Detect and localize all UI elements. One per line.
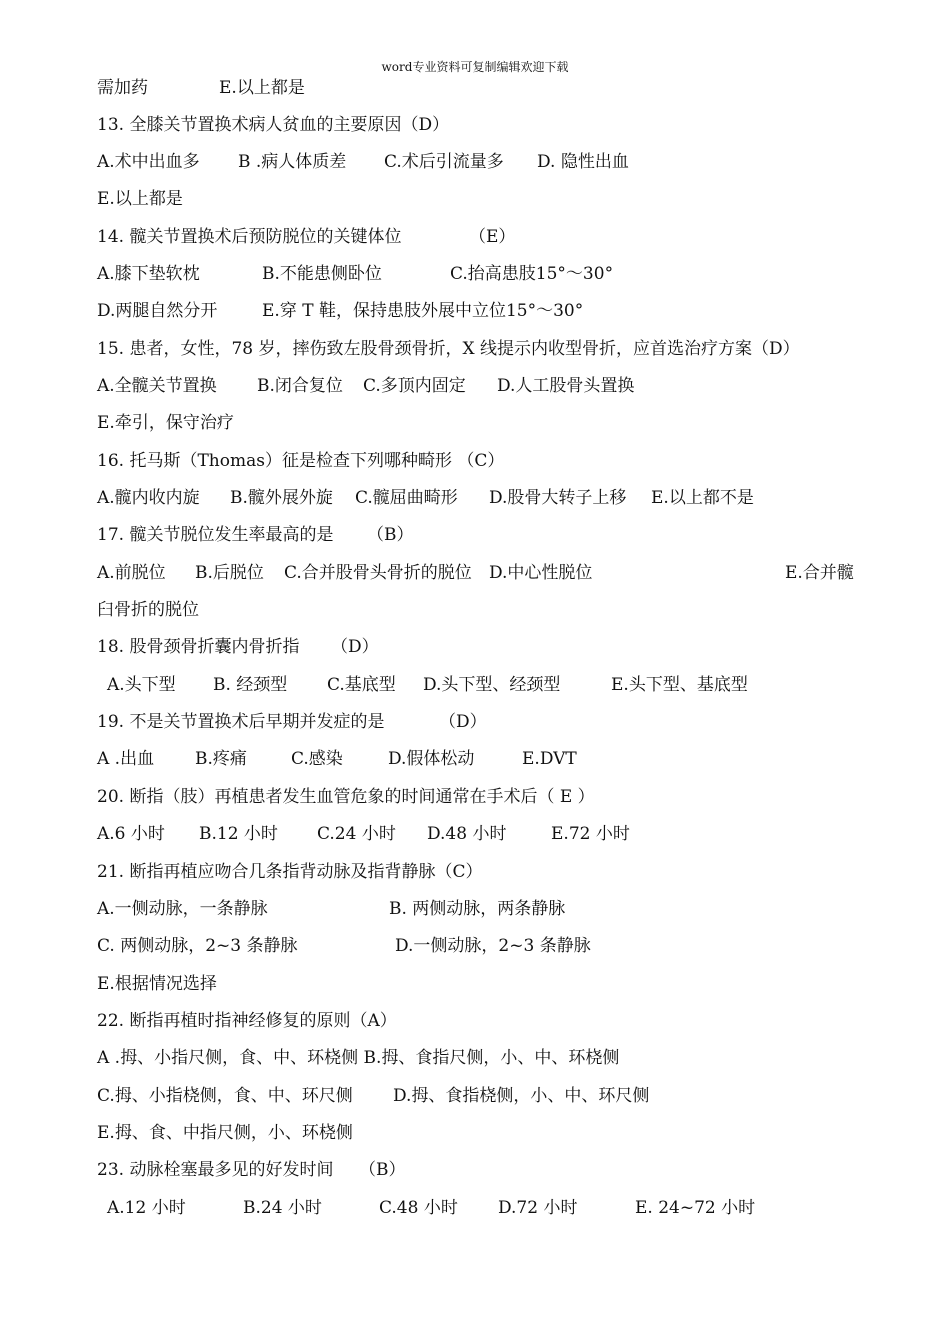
option-text: E.合并髋 (785, 563, 854, 583)
answer-text: （B） (359, 1160, 406, 1180)
option-text: D.股骨大转子上移 (489, 488, 627, 508)
option-text: C.24 小时 (317, 824, 396, 844)
option-text: A.一侧动脉，一条静脉 (97, 899, 268, 919)
option-text: A.髋内收内旋 (97, 488, 200, 508)
option-text: D.人工股骨头置换 (497, 376, 635, 396)
option-text: B.髋外展外旋 (230, 488, 333, 508)
option-text: C.抬高患肢15°～30° (450, 264, 614, 284)
option-text: D.48 小时 (427, 824, 507, 844)
option-text: D.拇、食指桡侧，小、中、环尺侧 (393, 1086, 650, 1106)
option-text: C.多顶内固定 (363, 376, 466, 396)
option-text: A.膝下垫软枕 (97, 264, 200, 284)
option-text: B. 经颈型 (213, 675, 288, 695)
option-text: D. 隐性出血 (537, 152, 629, 172)
answer-text: （D） (331, 637, 379, 657)
question-text: 22. 断指再植时指神经修复的原则（A） (97, 1011, 397, 1031)
question-text: 15. 患者，女性，78 岁，摔伤致左股骨颈骨折，X 线提示内收型骨折，应首选治疗方案（D） (97, 339, 800, 359)
option-text: C.髋屈曲畸形 (355, 488, 458, 508)
option-text: E.牵引，保守治疗 (97, 413, 234, 433)
option-text: A.前脱位 (97, 563, 166, 583)
option-text: B .病人体质差 (238, 152, 347, 172)
text-segment: 需加药 (97, 78, 148, 98)
question-text: 13. 全膝关节置换术病人贫血的主要原因（D） (97, 115, 450, 135)
option-text: C.48 小时 (379, 1198, 458, 1218)
option-text: B. 两侧动脉，两条静脉 (389, 899, 566, 919)
question-text: 23. 动脉栓塞最多见的好发时间 (97, 1160, 334, 1180)
option-text: B.24 小时 (243, 1198, 322, 1218)
question-text: 18. 股骨颈骨折囊内骨折指 (97, 637, 300, 657)
option-text: E.头下型、基底型 (611, 675, 748, 695)
option-text: D.72 小时 (498, 1198, 578, 1218)
option-text: A.6 小时 (97, 824, 165, 844)
option-text: B.12 小时 (199, 824, 278, 844)
option-text: E.以上都不是 (651, 488, 754, 508)
option-text: C.基底型 (327, 675, 396, 695)
question-text: 21. 断指再植应吻合几条指背动脉及指背静脉（C） (97, 862, 483, 882)
option-text: A.术中出血多 (97, 152, 200, 172)
option-text: A.全髋关节置换 (97, 376, 217, 396)
option-text: A.头下型 (107, 675, 176, 695)
option-text: C.术后引流量多 (384, 152, 504, 172)
option-text: E.72 小时 (551, 824, 630, 844)
option-text: C.感染 (291, 749, 343, 769)
option-text: D.一侧动脉，2~3 条静脉 (395, 936, 591, 956)
answer-text: （E） (469, 227, 516, 247)
option-text: E. 24~72 小时 (635, 1198, 756, 1218)
option-text: B.闭合复位 (257, 376, 343, 396)
question-text: 19. 不是关节置换术后早期并发症的是 (97, 712, 385, 732)
question-text: 14. 髋关节置换术后预防脱位的关键体位 (97, 227, 402, 247)
option-text: E.穿 T 鞋，保持患肢外展中立位15°～30° (262, 301, 584, 321)
option-text: 臼骨折的脱位 (97, 600, 199, 620)
option-text: B.疼痛 (195, 749, 247, 769)
option-text: C.合并股骨头骨折的脱位 (284, 563, 472, 583)
option-text: B.后脱位 (195, 563, 264, 583)
question-text: 20. 断指（肢）再植患者发生血管危象的时间通常在手术后（ E ） (97, 787, 595, 807)
answer-text: （B） (367, 525, 414, 545)
answer-text: （D） (439, 712, 487, 732)
option-text: D.头下型、经颈型 (423, 675, 561, 695)
question-text: 16. 托马斯（Thomas）征是检查下列哪种畸形 （C） (97, 451, 505, 471)
option-text: A .出血 (97, 749, 155, 769)
option-text: C.拇、小指桡侧，食、中、环尺侧 (97, 1086, 353, 1106)
option-text: B.不能患侧卧位 (262, 264, 382, 284)
option-text: C. 两侧动脉，2~3 条静脉 (97, 936, 298, 956)
page-header: word专业资料可复制编辑欢迎下载 (381, 60, 569, 74)
option-text: D.假体松动 (388, 749, 475, 769)
option-text: D.两腿自然分开 (97, 301, 218, 321)
text-segment: E.以上都是 (219, 78, 305, 98)
option-text: E.根据情况选择 (97, 974, 217, 994)
option-text: D.中心性脱位 (489, 563, 593, 583)
option-text: A.12 小时 (107, 1198, 186, 1218)
question-text: 17. 髋关节脱位发生率最高的是 (97, 525, 334, 545)
option-text: A .拇、小指尺侧，食、中、环桡侧 B.拇、食指尺侧，小、中、环桡侧 (97, 1048, 620, 1068)
option-text: E.拇、食、中指尺侧，小、环桡侧 (97, 1123, 353, 1143)
option-text: E.DVT (522, 749, 577, 769)
option-text: E.以上都是 (97, 189, 183, 209)
